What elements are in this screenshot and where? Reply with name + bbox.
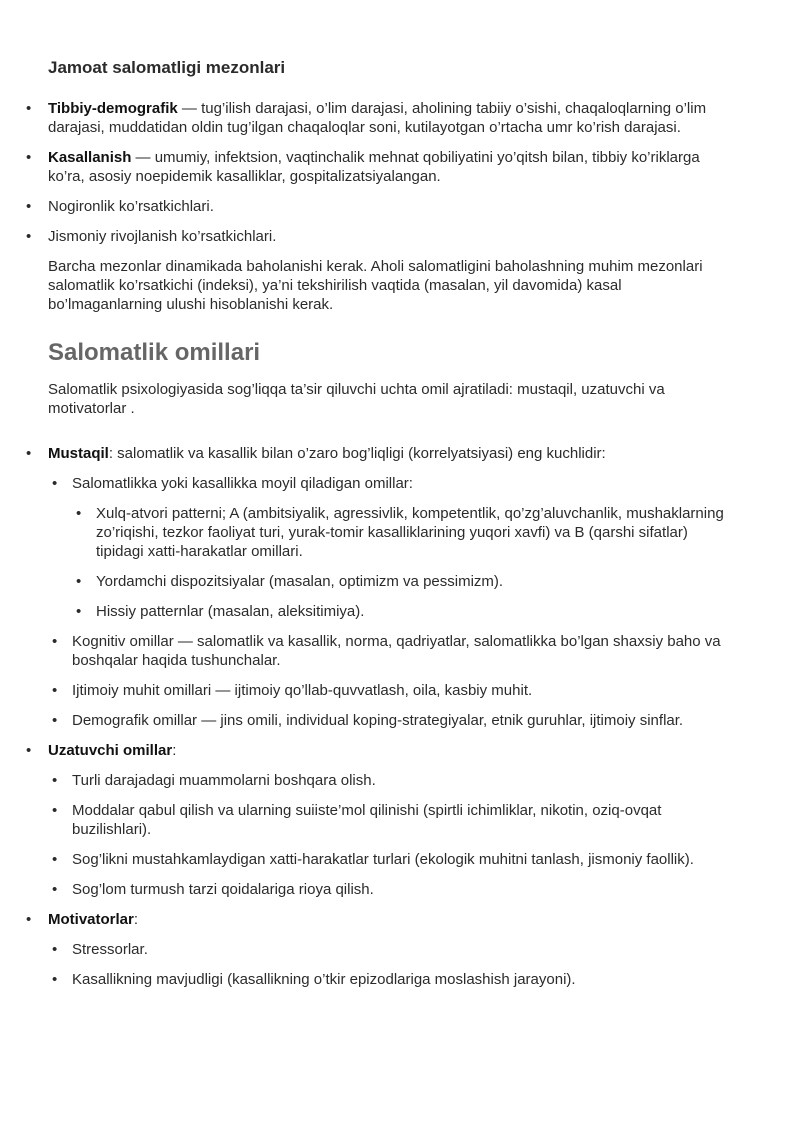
list-item xyxy=(76,602,738,621)
list-item xyxy=(52,801,738,839)
bullet-icon: • xyxy=(52,682,58,699)
bullet-icon: • xyxy=(52,851,58,868)
list-item-text: Salomatlikka yoki kasallikka moyil qiladigan omillar: xyxy=(72,475,413,492)
list-item-text: Moddalar qabul qilish va ularning suiiste’mol qilinishi (spirtli ichimliklar, nikotin, oziq-ovqat buzilishlari). xyxy=(72,802,662,838)
list-item xyxy=(76,572,738,591)
predisposing-sublist xyxy=(72,504,738,621)
bullet-icon: • xyxy=(76,573,82,590)
spacer xyxy=(48,430,738,444)
factor-text: : salomatlik va kasallik bilan o’zaro bog’liqligi (korrelyatsiyasi) eng kuchlidir: xyxy=(108,445,606,462)
factor-text: : xyxy=(133,911,139,928)
bullet-icon: • xyxy=(52,971,58,988)
list-item xyxy=(52,711,738,730)
list-item-text: Xulq-atvori patterni; A (ambitsiyalik, agressivlik, kompetentlik, qo’zg’aluvchanlik, mushaklarning zo’riqishi, tezkor faoliyat turi, yurak-tomir kasalliklarining yuqori xavfi) va B (qarshi sifatlar) tipidagi xatti-harakatlar omillari. xyxy=(96,505,724,560)
criteria-item xyxy=(26,99,738,137)
list-item xyxy=(52,632,738,670)
bullet-icon: • xyxy=(52,633,58,650)
bullet-icon: • xyxy=(52,712,58,729)
bullet-icon: • xyxy=(76,603,82,620)
factor-term: Motivatorlar xyxy=(48,911,134,928)
criteria-item xyxy=(26,148,738,186)
criteria-term: Kasallanish xyxy=(48,149,132,166)
bullet-icon: • xyxy=(52,941,58,958)
list-item-text: Kognitiv omillar — salomatlik va kasallik, norma, qadriyatlar, salomatlikka bo’lgan shaxsiy baho va boshqalar haqida tushunchalar. xyxy=(72,633,721,669)
factor-term: Uzatuvchi omillar xyxy=(48,742,173,759)
list-item-text: Ijtimoiy muhit omillari — ijtimoiy qo’llab-quvvatlash, oila, kasbiy muhit. xyxy=(72,682,533,699)
list-item xyxy=(52,771,738,790)
list-item xyxy=(52,940,738,959)
list-item xyxy=(52,681,738,700)
list-item xyxy=(76,504,738,561)
bullet-icon: • xyxy=(26,100,32,117)
bullet-icon: • xyxy=(52,772,58,789)
list-item-text: Stressorlar. xyxy=(72,941,148,958)
bullet-icon: • xyxy=(26,445,32,462)
factor-motivators xyxy=(26,910,738,989)
motivators-sublist xyxy=(48,940,738,989)
independent-sublist xyxy=(48,474,738,730)
bullet-icon: • xyxy=(52,802,58,819)
criteria-text: Jismoniy rivojlanish ko’rsatkichlari. xyxy=(48,228,277,245)
bullet-icon: • xyxy=(52,475,58,492)
list-item xyxy=(52,474,738,621)
list-item-text: Yordamchi dispozitsiyalar (masalan, optimizm va pessimizm). xyxy=(96,573,504,590)
transmitting-sublist xyxy=(48,771,738,899)
list-item-text: Sog’likni mustahkamlaydigan xatti-harakatlar turlari (ekologik muhitni tanlash, jismoniy faollik). xyxy=(72,851,694,868)
criteria-text: — umumiy, infektsion, vaqtinchalik mehnat qobiliyatini yo’qitsh bilan, tibbiy ko’riklarga ko’ra, asosiy noepidemik kasalliklar, gospitalizatsiyalangan. xyxy=(48,149,700,185)
bullet-icon: • xyxy=(52,881,58,898)
criteria-text: — tug’ilish darajasi, o’lim darajasi, aholining tabiiy o’sishi, chaqaloqlarning o’lim darajasi, muddatidan oldin tug’ilgan chaqaloqlar soni, kutilayotgan o’rtacha umr ko’rish darajasi. xyxy=(48,100,707,136)
bullet-icon: • xyxy=(76,505,82,522)
list-item-text: Sog’lom turmush tarzi qoidalariga rioya qilish. xyxy=(72,881,374,898)
bullet-icon: • xyxy=(26,911,32,928)
factor-transmitting xyxy=(26,741,738,899)
list-item-text: Kasallikning mavjudligi (kasallikning o’tkir epizodlariga moslashish jarayoni). xyxy=(72,971,576,988)
list-item-text: Turli darajadagi muammolarni boshqara olish. xyxy=(72,772,376,789)
factor-term: Mustaqil xyxy=(48,445,109,462)
factor-text: : xyxy=(172,742,177,759)
list-item xyxy=(52,880,738,899)
factors-intro: Salomatlik psixologiyasida sog’liqqa ta’sir qiluvchi uchta omil ajratiladi: mustaqil, uzatuvchi va motivatorlar . xyxy=(48,381,665,417)
criteria-text: Nogironlik ko’rsatkichlari. xyxy=(48,198,214,215)
factors-list xyxy=(26,444,738,989)
bullet-icon: • xyxy=(26,149,32,166)
section-heading-factors: Salomatlik omillari xyxy=(48,339,261,366)
bullet-icon: • xyxy=(26,198,32,215)
list-item xyxy=(52,850,738,869)
list-item-text: Hissiy patternlar (masalan, aleksitimiya). xyxy=(96,603,365,620)
factor-independent xyxy=(26,444,738,730)
list-item xyxy=(52,970,738,989)
criteria-item xyxy=(26,227,738,246)
bullet-icon: • xyxy=(26,228,32,245)
document-content xyxy=(26,57,738,1000)
criteria-list xyxy=(26,99,738,246)
criteria-paragraph: Barcha mezonlar dinamikada baholanishi kerak. Aholi salomatligini baholashning muhim mezonlari salomatlik ko’rsatkichi (indeksi), ya’ni tekshirilish vaqtida (masalan, yil davomida) kasal bo’lmaganlarning ulushi hisoblanishi kerak. xyxy=(48,258,703,313)
bullet-icon: • xyxy=(26,742,32,759)
criteria-term: Tibbiy-demografik xyxy=(48,100,178,117)
section-heading-criteria: Jamoat salomatligi mezonlari xyxy=(48,58,286,77)
criteria-item xyxy=(26,197,738,216)
list-item-text: Demografik omillar — jins omili, individual koping-strategiyalar, etnik guruhlar, ijtimoiy sinflar. xyxy=(72,712,684,729)
